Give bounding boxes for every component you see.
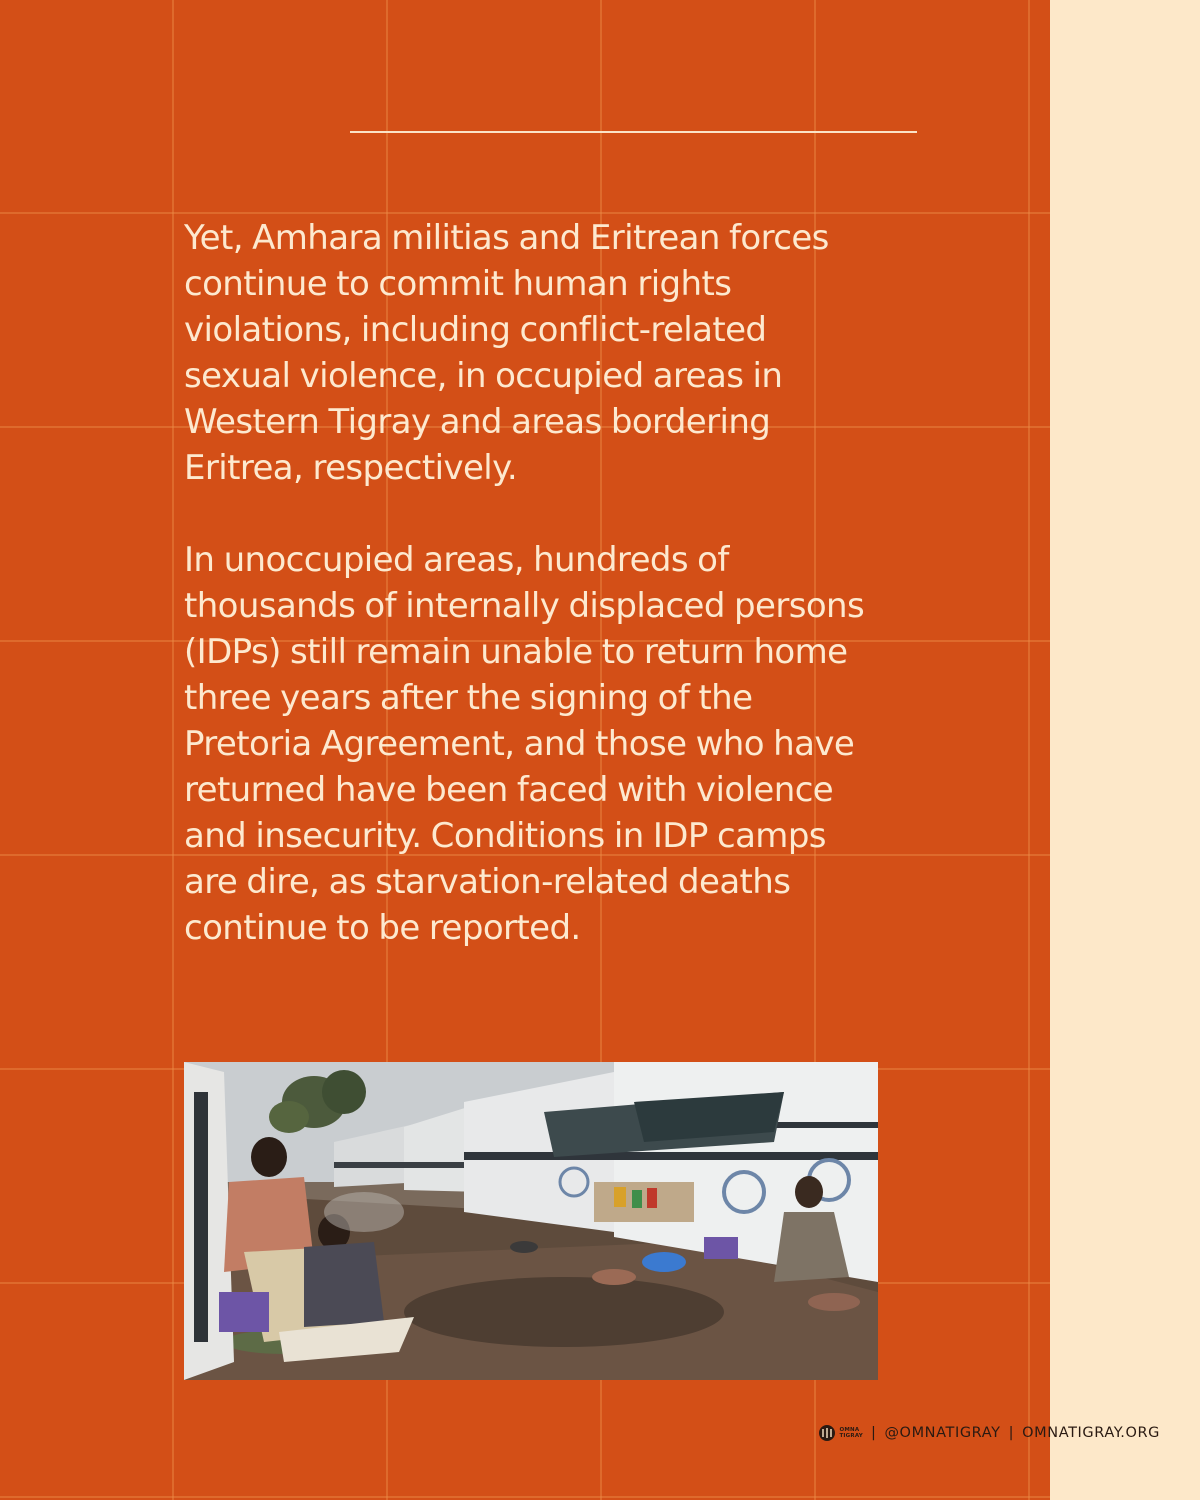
footer-separator: |	[870, 1425, 877, 1441]
decorative-divider	[350, 131, 917, 133]
paragraph-occupied-areas: Yet, Amhara militias and Eritrean forces continue to commit human rights violations, including conflict-related sexual violence, in occupied areas in Western Tigray and areas bordering Eritrea, respectively.	[184, 218, 829, 488]
logo-line-2: TIGRAY	[839, 1433, 863, 1439]
omna-tigray-logo-icon	[818, 1424, 836, 1442]
website-link[interactable]: OMNATIGRAY.ORG	[1022, 1425, 1160, 1441]
footer-separator: |	[1008, 1425, 1015, 1441]
social-handle-link[interactable]: @OMNATIGRAY	[884, 1425, 1001, 1441]
logo-line-1: OMNA	[839, 1427, 860, 1433]
idp-camp-photo	[184, 1062, 878, 1380]
paragraph-unoccupied-areas: In unoccupied areas, hundreds of thousands of internally displaced persons (IDPs) still remain unable to return home three years after the signing of the Pretoria Agreement, and those who have returned have been faced with violence and insecurity. Conditions in IDP camps are dire, as starvation-related deaths continue to be reported.	[184, 540, 865, 948]
footer-credits	[818, 1424, 1160, 1442]
omna-tigray-logo	[818, 1424, 862, 1442]
